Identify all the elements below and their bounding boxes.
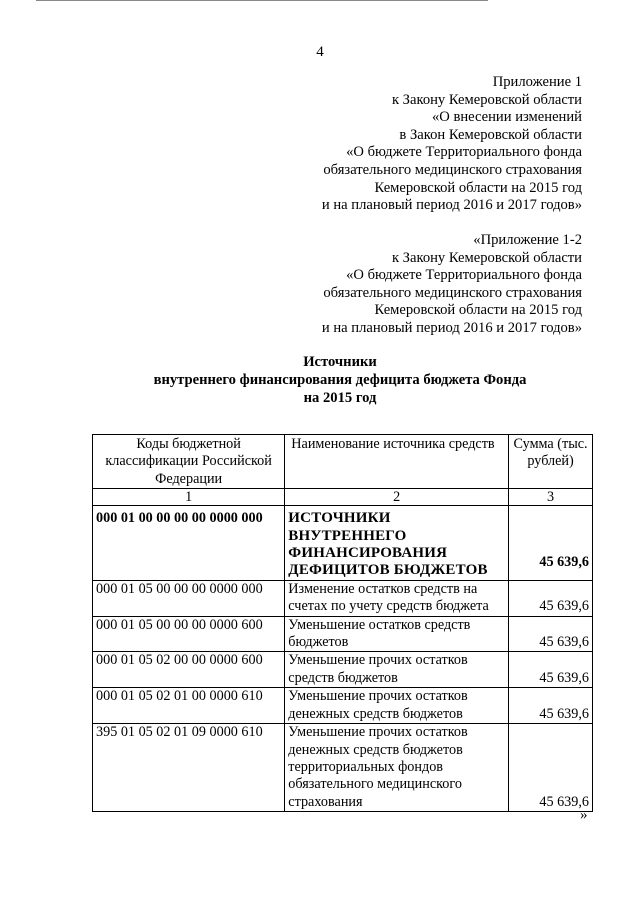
sources-table <box>92 434 593 812</box>
table-row <box>93 688 593 724</box>
table-row <box>93 580 593 616</box>
row-sum: 45 639,6 <box>509 506 593 581</box>
header-code: Коды бюджетной классификации Российской Федерации <box>93 435 285 489</box>
column-number-row <box>93 489 593 506</box>
appendix-1-2-heading <box>322 232 582 338</box>
appendix-1-heading <box>322 74 582 215</box>
table-row <box>93 652 593 688</box>
title-line-1: Источники <box>303 354 377 370</box>
header-name: Наименование источника средств <box>285 435 509 489</box>
col-number: 3 <box>509 489 593 506</box>
row-name: Уменьшение остатков средств бюджетов <box>285 616 509 652</box>
row-sum: 45 639,6 <box>509 724 593 812</box>
appendix-1-line: к Закону Кемеровской области <box>391 91 582 108</box>
title-line-2: внутреннего финансирования дефицита бюджета Фонда <box>153 372 527 388</box>
row-name: Уменьшение прочих остатков денежных средств бюджетов территориальных фондов обязательного медицинского страхования <box>285 724 509 812</box>
appendix-2-line: «Приложение 1-2 <box>473 232 582 248</box>
row-name: Уменьшение прочих остатков средств бюджетов <box>285 652 509 688</box>
row-code: 000 01 05 00 00 00 0000 600 <box>93 616 285 652</box>
row-name: ИСТОЧНИКИ ВНУТРЕННЕГО ФИНАНСИРОВАНИЯ ДЕФИЦИТОВ БЮДЖЕТОВ <box>285 506 509 581</box>
appendix-1-line: Приложение 1 <box>492 74 582 90</box>
row-sum: 45 639,6 <box>509 652 593 688</box>
closing-quote: » <box>580 807 588 823</box>
row-sum: 45 639,6 <box>509 580 593 616</box>
table-row <box>93 724 593 812</box>
header-sum: Сумма (тыс. рублей) <box>509 435 593 489</box>
row-name: Уменьшение прочих остатков денежных средств бюджетов <box>285 688 509 724</box>
col-number: 1 <box>93 489 285 506</box>
row-sum: 45 639,6 <box>509 688 593 724</box>
page-number: 4 <box>316 44 324 60</box>
appendix-2-line: обязательного медицинского страхования <box>323 284 582 301</box>
table-header-row <box>93 435 593 489</box>
document-title <box>0 353 640 407</box>
appendix-2-line: «О бюджете Территориального фонда <box>346 267 582 284</box>
appendix-2-line: Кемеровской области на 2015 год <box>374 302 582 319</box>
row-code: 000 01 05 00 00 00 0000 000 <box>93 580 285 616</box>
title-line-3: на 2015 год <box>303 390 377 406</box>
table-row <box>93 616 593 652</box>
top-edge-line <box>36 0 488 1</box>
table-row <box>93 506 593 581</box>
row-code: 000 01 00 00 00 00 0000 000 <box>93 506 285 581</box>
row-code: 395 01 05 02 01 09 0000 610 <box>93 724 285 812</box>
appendix-1-line: обязательного медицинского страхования <box>323 161 582 178</box>
appendix-2-line: к Закону Кемеровской области <box>391 249 582 266</box>
appendix-1-line: в Закон Кемеровской области <box>399 126 582 143</box>
appendix-1-line: и на плановый период 2016 и 2017 годов» <box>321 197 582 214</box>
col-number: 2 <box>285 489 509 506</box>
row-name: Изменение остатков средств на счетах по учету средств бюджета <box>285 580 509 616</box>
appendix-2-line: и на плановый период 2016 и 2017 годов» <box>321 319 582 336</box>
appendix-1-line: «О бюджете Территориального фонда <box>346 144 582 161</box>
row-sum: 45 639,6 <box>509 616 593 652</box>
appendix-1-line: Кемеровской области на 2015 год <box>374 179 582 196</box>
appendix-1-line: «О внесении изменений <box>431 109 582 126</box>
row-code: 000 01 05 02 01 00 0000 610 <box>93 688 285 724</box>
row-code: 000 01 05 02 00 00 0000 600 <box>93 652 285 688</box>
